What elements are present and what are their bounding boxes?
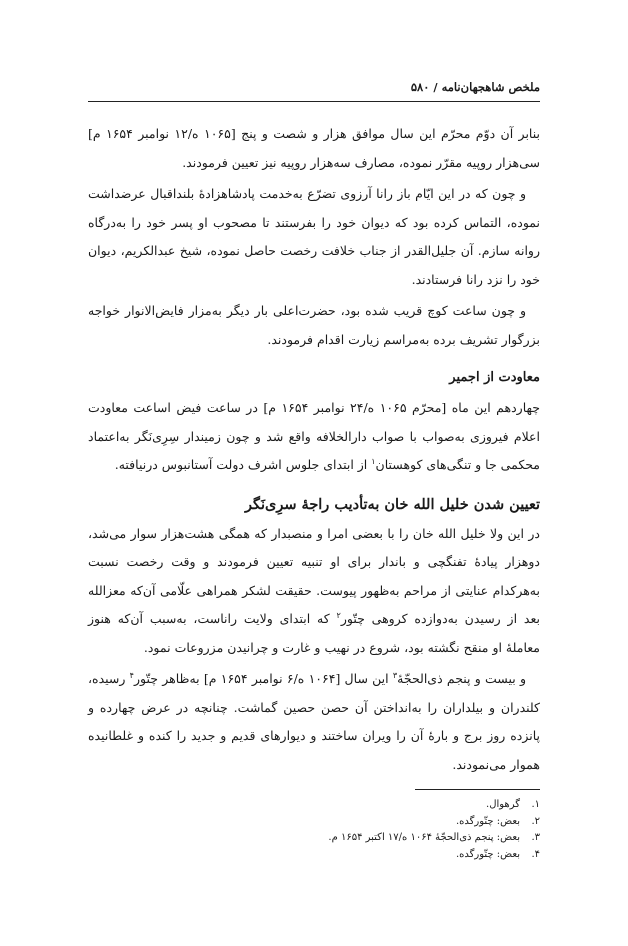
footnote [88, 814, 540, 831]
footnote-text: بعض: چتّورگده. [455, 815, 520, 827]
footnote-marker: ۴ [129, 670, 134, 680]
footnote-marker: ۳ [392, 670, 398, 680]
footnote-text: گرهوال. [486, 799, 520, 810]
paragraph-text: رسیده، کلندران و بیلداران را به‌انداختن آن حصن حصین گماشت. چنانچه در عرض چهارده و پانزده روز برج و بارهٔ آن را ویران ساختند و دیوارهای قدیم و جدید را کنده و غلطانیده هموار می‌نمودند. [88, 671, 540, 772]
footnote [88, 847, 540, 864]
header-rule [88, 101, 540, 102]
footnote [88, 797, 540, 814]
section-heading: معاودت از اجمیر [449, 370, 540, 385]
paragraph: بنابر آن دوّم محرّم این سال موافق هزار و شصت و پنج [۱۰۶۵ ه/۱۲ نوامبر ۱۶۵۴ م] سی‌هزار روپیه مقرّر نموده، مصارف سه‌هزار روپیه نیز تعیین فرمودند. [88, 126, 540, 170]
footnote [88, 830, 540, 847]
footnotes [88, 797, 540, 863]
paragraph-text: در این ولا خلیل الله خان را با بعضی امرا و منصبدار که همگی هشت‌هزار سوار می‌شد، دوهزار پیادهٔ تفنگچی و باندار برای او تنبیه تعیین فرمودند و وقت رخصت نسبت به‌هرکدام عنایتی از مراحم به‌ظهور پیوست. حقیقت لشکر همراهی علّامی آن‌که معزالله بعد از رسیدن به‌دوازده کروهی چتّور [88, 525, 540, 626]
footnote-text: بعض: پنجم ذی‌الحجّهٔ ۱۰۶۴ ه/۱۷ اکتبر ۱۶۵۴ م. [328, 832, 520, 843]
footnote-rule [415, 789, 540, 790]
footnote-text: بعض: چتّورگده. [455, 848, 520, 860]
paragraph-text: از ابتدای جلوس اشرف دولت آستانبوس درنیافته. [114, 457, 372, 472]
paragraph: و چون ساعت کوچ قریب شده بود، حضرت‌اعلی بار دیگر به‌مزار فایض‌الانوار خواجه بزرگوار تشریف برده به‌مراسم زیارت اقدام فرمودند. [88, 303, 540, 347]
paragraph-text: این سال [۱۰۶۴ ه/۶ نوامبر ۱۶۵۴ م] به‌ظاهر چتّور [133, 671, 393, 686]
footnote-number: ۲. [531, 815, 540, 827]
paragraph-text: که ابتدای ولایت راناست، به‌سبب آن‌که هنوز معاملهٔ او منقح نگشته بود، شروع در نهیب و غارت و چرانیدن مزروعات نمود. [88, 611, 540, 655]
footnote-marker: ۲ [336, 610, 341, 620]
footnote-number: ۴. [531, 848, 540, 860]
paragraph [88, 665, 540, 779]
page-body [88, 120, 540, 782]
footnote-number: ۳. [531, 832, 540, 843]
footnote-number: ۱. [531, 799, 540, 810]
paragraph [88, 394, 540, 480]
paragraph [88, 520, 540, 663]
section-heading: تعیین شدن خلیل الله خان به‌تأدیب راجهٔ سرِی‌نَگر [244, 495, 540, 513]
paragraph-text: چهاردهم این ماه [محرّم ۱۰۶۵ ه/۲۴ نوامبر ۱۶۵۴ م] در ساعت فیض اساعت معاودت اعلام فیروزی به‌صواب با صواب دارالخلافه واقع شد و چون زمیندار سِرِی‌نَگر به‌اعتماد محکمی جا و تنگی‌های کوهستان [88, 400, 540, 472]
paragraph: و چون که در این ایّام باز رانا آرزوی تضرّع به‌خدمت پادشاهزادهٔ بلنداقبال عرضداشت نموده، التماس کرده بود که دیوان خود را بفرستند تا مصحوب او پسر خود را به‌درگاه روانه سازم. آن جلیل‌القدر از جناب خلافت رخصت حاصل نموده، شیخ عبدالکریم، دیوان خود را نزد رانا فرستادند. [88, 186, 540, 287]
running-header: ملخص شاهجهان‌نامه / ۵۸۰ [410, 80, 540, 94]
footnote-marker: ۱ [371, 456, 376, 466]
paragraph-text: و بیست و پنجم ذی‌الحجّهٔ [397, 671, 526, 686]
